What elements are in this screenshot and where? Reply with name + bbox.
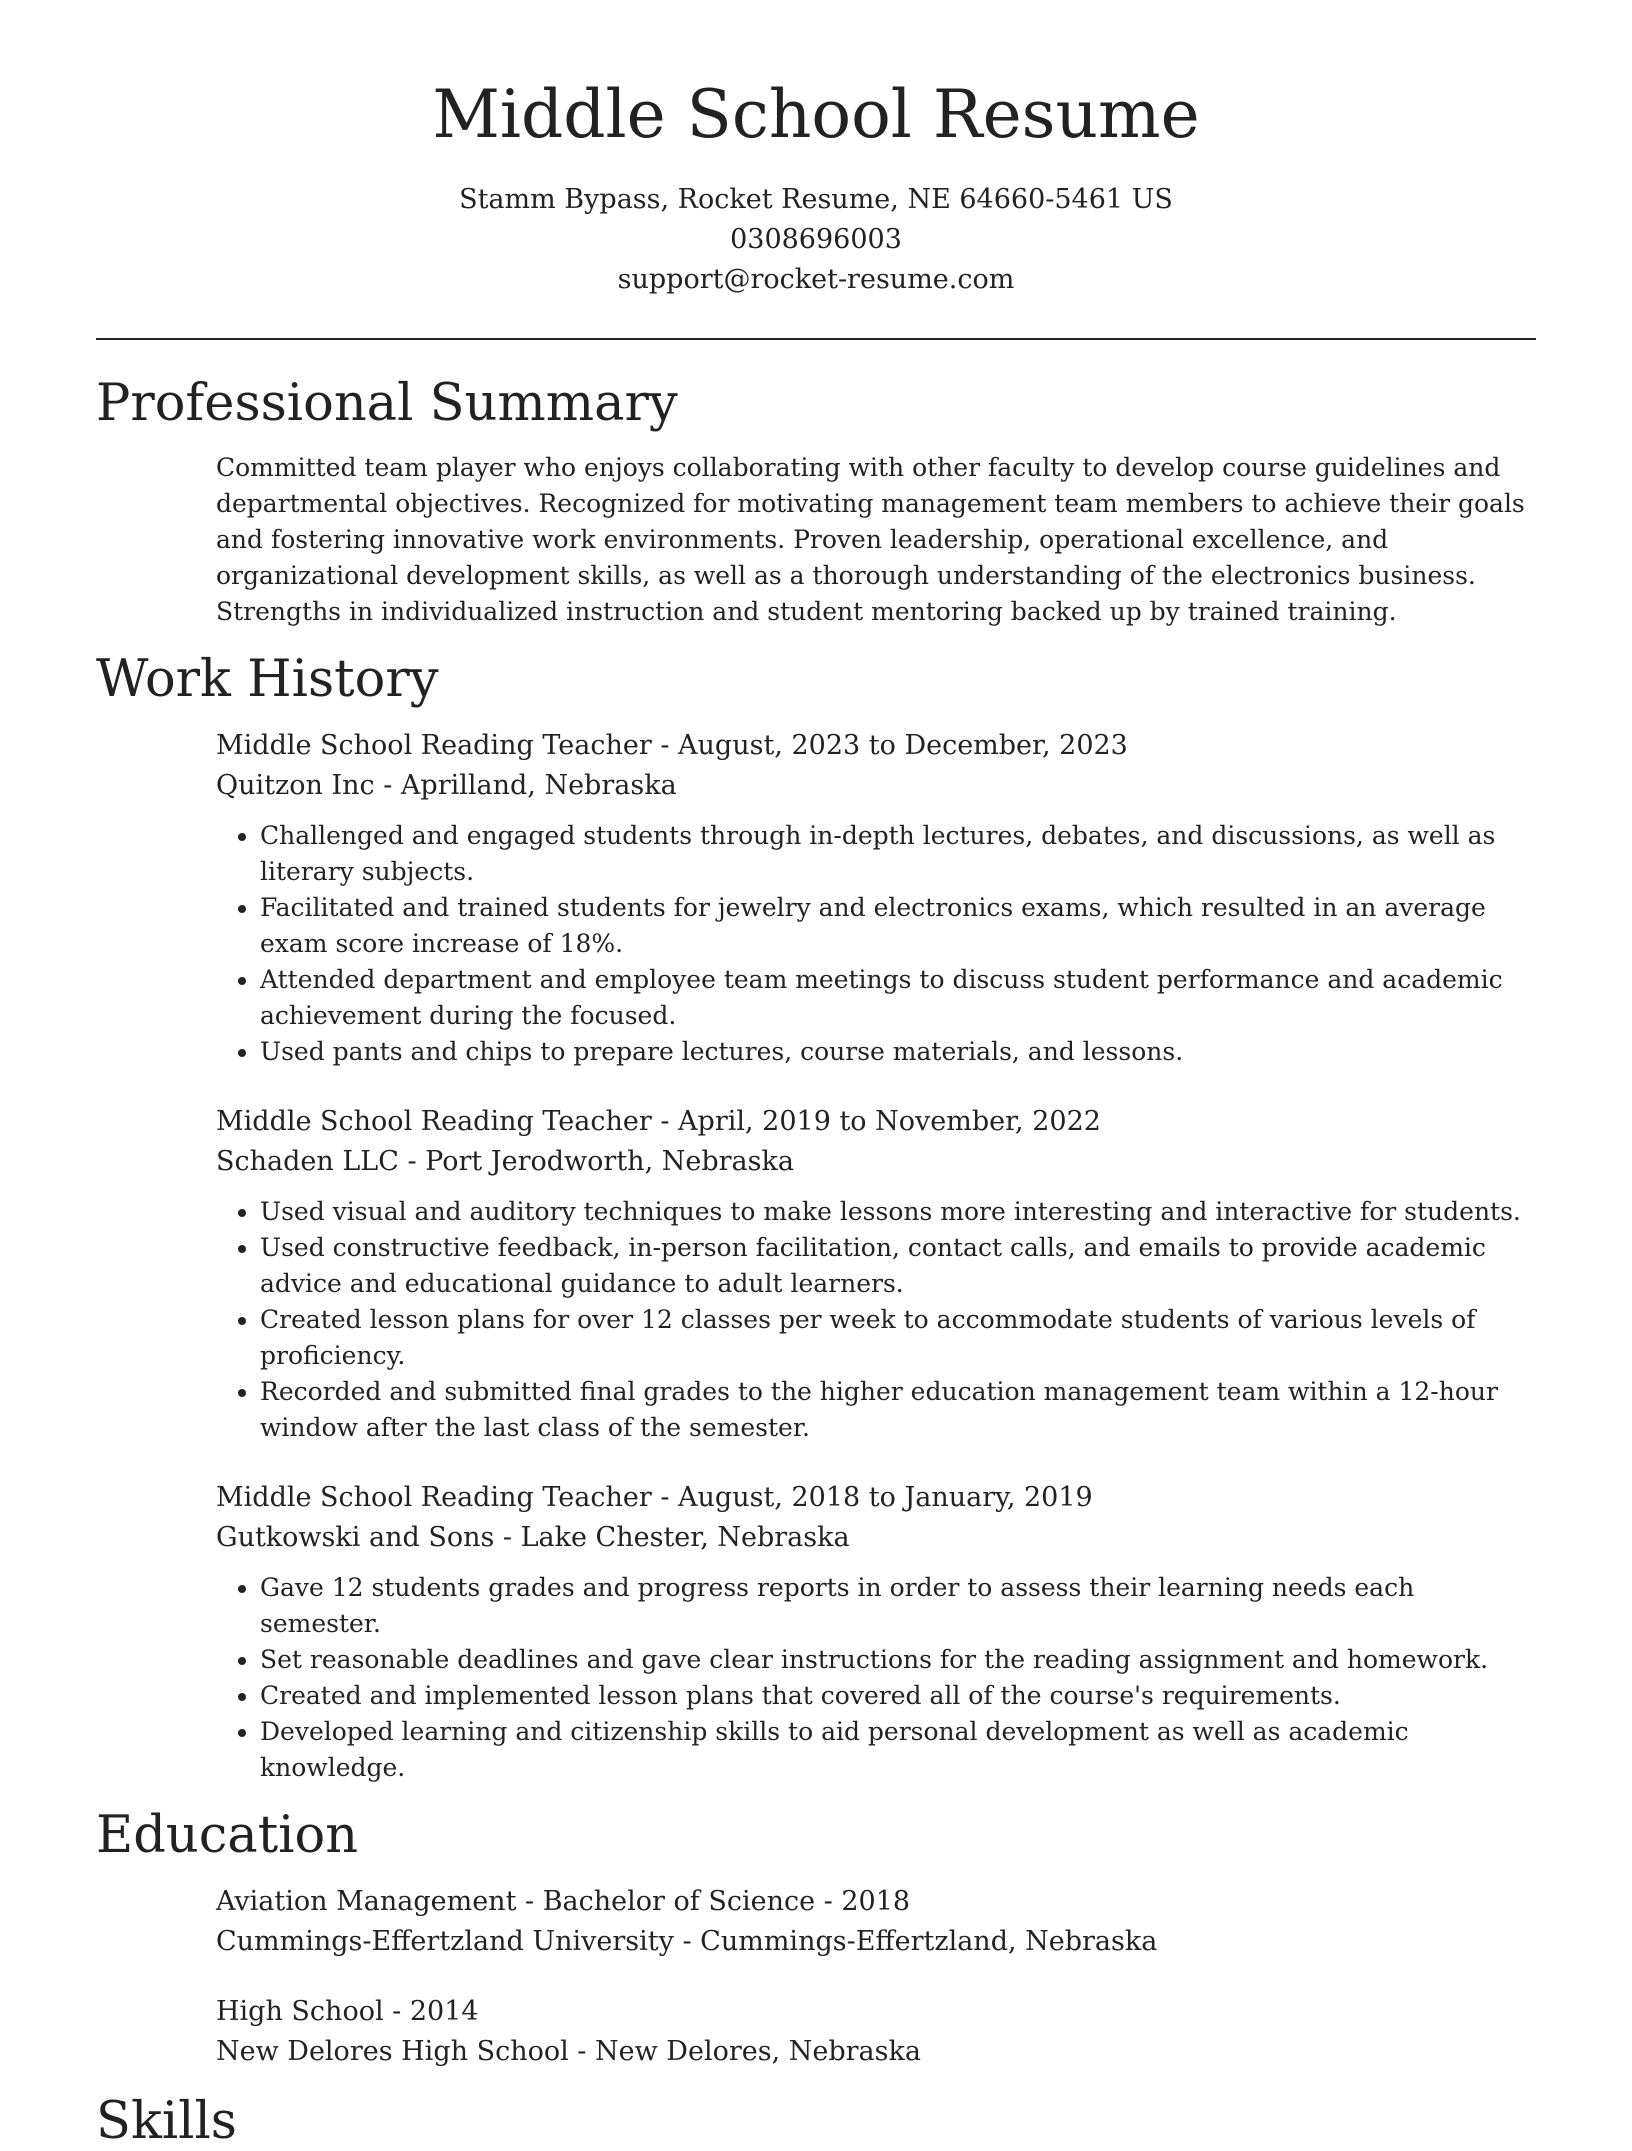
job-bullet: • Created and implemented lesson plans that covered all of the course's requirements. xyxy=(260,1678,1536,1714)
job-bullet: • Challenged and engaged students through in-depth lectures, debates, and discussions, as well as literary subjects. xyxy=(260,818,1536,890)
job-bullet: • Gave 12 students grades and progress reports in order to assess their learning needs each semester. xyxy=(260,1570,1536,1642)
job-title-line: Middle School Reading Teacher - April, 2019 to November, 2022 xyxy=(216,1106,1101,1138)
resume-title: Middle School Resume xyxy=(432,76,1200,153)
job-entry xyxy=(216,1478,1536,1786)
job-bullet: • Developed learning and citizenship skills to aid personal development as well as academic knowledge. xyxy=(260,1714,1536,1786)
skills-section xyxy=(96,2094,1536,2150)
job-bullet: • Attended department and employee team meetings to discuss student performance and academic achievement during the focused. xyxy=(260,962,1536,1034)
education-degree-line: Aviation Management - Bachelor of Science - 2018 xyxy=(216,1886,911,1918)
work-history-heading: Work History xyxy=(96,650,439,710)
job-bullets xyxy=(216,1570,1536,1786)
job-bullet: • Set reasonable deadlines and gave clear instructions for the reading assignment and homework. xyxy=(260,1642,1536,1678)
job-title-line: Middle School Reading Teacher - August, 2023 to December, 2023 xyxy=(216,730,1128,762)
contact-email: support@rocket-resume.com xyxy=(617,264,1015,295)
job-company-line: Schaden LLC - Port Jerodworth, Nebraska xyxy=(216,1146,794,1178)
summary-text: Committed team player who enjoys collaborating with other faculty to develop course guidelines and departmental objectives. Recognized for motivating management team members to achieve their goals and fostering innovative work environments. Proven leadership, operational excellence, and organizational development skills, as well as a thorough understanding of the electronics business. Strengths in individualized instruction and student mentoring backed up by trained training. xyxy=(216,453,1525,627)
resume-page xyxy=(96,0,1536,2150)
education-entry xyxy=(216,1992,1536,2072)
job-title-line: Middle School Reading Teacher - August, 2018 to January, 2019 xyxy=(216,1482,1093,1514)
summary-section xyxy=(96,376,1536,630)
job-bullet: • Used pants and chips to prepare lectures, course materials, and lessons. xyxy=(260,1034,1536,1070)
job-bullet: • Used visual and auditory techniques to make lessons more interesting and interactive for students. xyxy=(260,1194,1536,1230)
job-bullet: • Recorded and submitted final grades to the higher education management team within a 12-hour window after the last class of the semester. xyxy=(260,1374,1536,1446)
contact-address: Stamm Bypass, Rocket Resume, NE 64660-5461 US xyxy=(459,184,1173,215)
summary-heading: Professional Summary xyxy=(96,374,678,433)
education-heading: Education xyxy=(96,1806,359,1866)
contact-block xyxy=(96,180,1536,300)
job-bullet: • Created lesson plans for over 12 classes per week to accommodate students of various levels of proficiency. xyxy=(260,1302,1536,1374)
education-degree-line: High School - 2014 xyxy=(216,1996,479,2028)
work-history-section xyxy=(96,652,1536,1786)
education-school-line: New Delores High School - New Delores, Nebraska xyxy=(216,2036,921,2068)
job-company-line: Gutkowski and Sons - Lake Chester, Nebraska xyxy=(216,1522,850,1554)
education-section xyxy=(96,1808,1536,2072)
education-entry xyxy=(216,1882,1536,1962)
job-bullet: • Facilitated and trained students for jewelry and electronics exams, which resulted in an average exam score increase of 18%. xyxy=(260,890,1536,962)
skills-heading: Skills xyxy=(96,2092,237,2151)
resume-header xyxy=(96,0,1536,300)
job-bullets xyxy=(216,1194,1536,1446)
job-bullets xyxy=(216,818,1536,1070)
education-school-line: Cummings-Effertzland University - Cummings-Effertzland, Nebraska xyxy=(216,1926,1158,1958)
contact-phone: 0308696003 xyxy=(730,224,902,255)
job-company-line: Quitzon Inc - Aprilland, Nebraska xyxy=(216,770,677,802)
job-entry xyxy=(216,726,1536,1070)
header-divider xyxy=(96,338,1536,340)
job-bullet: • Used constructive feedback, in-person facilitation, contact calls, and emails to provide academic advice and educational guidance to adult learners. xyxy=(260,1230,1536,1302)
job-entry xyxy=(216,1102,1536,1446)
